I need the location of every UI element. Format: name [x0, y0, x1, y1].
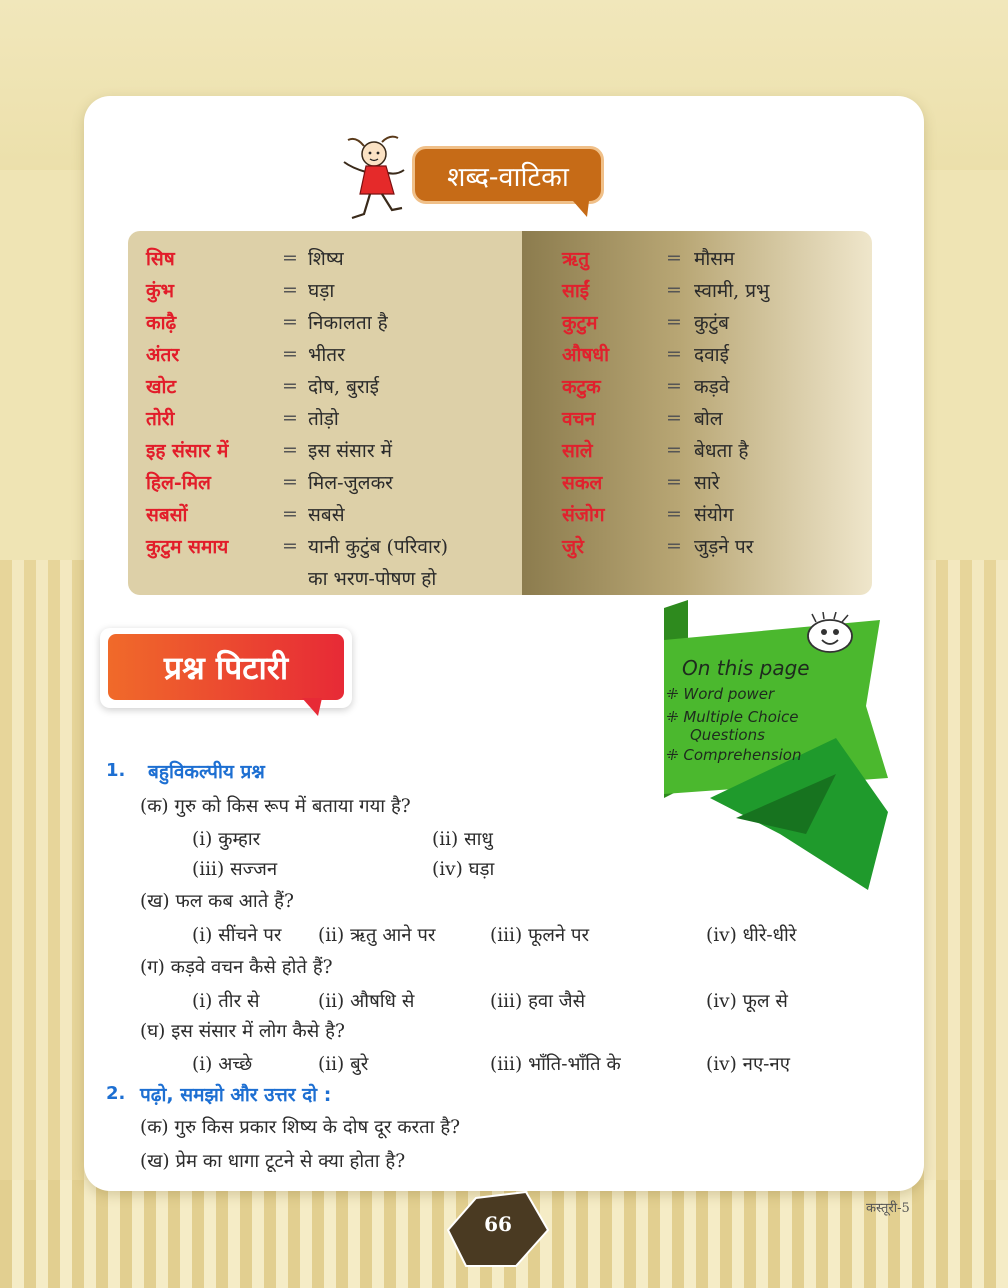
glossary-word: सकल — [562, 472, 603, 494]
question-number: 1. — [106, 760, 126, 781]
glossary-word: जुरे — [562, 536, 584, 558]
glossary-equals: = — [666, 503, 682, 525]
option: (iv) फूल से — [706, 991, 788, 1012]
smiley-face-icon — [798, 612, 860, 658]
glossary-equals: = — [666, 375, 682, 397]
glossary-word: काढ़ै — [146, 312, 177, 334]
option: (i) अच्छे — [192, 1054, 253, 1075]
glossary-word: कुटुम समाय — [146, 536, 229, 558]
glossary-equals: = — [282, 247, 298, 269]
glossary-equals: = — [282, 439, 298, 461]
title-badge — [412, 146, 604, 204]
glossary-equals: = — [666, 279, 682, 301]
glossary-meaning: जुड़ने पर — [694, 536, 754, 558]
page-title: शब्द-वाटिका — [447, 161, 569, 193]
bullet-icon: ⁜ — [666, 708, 679, 726]
glossary-equals: = — [666, 311, 682, 333]
glossary-meaning: दोष, बुराई — [308, 376, 379, 398]
question-heading: पढ़ो, समझो और उत्तर दो : — [140, 1084, 332, 1106]
glossary-meaning: घड़ा — [308, 280, 335, 302]
glossary-continuation — [308, 563, 436, 593]
glossary-word: सबसों — [146, 504, 188, 526]
glossary-meaning: दवाई — [694, 344, 729, 366]
glossary-word: कुंभ — [146, 280, 174, 302]
question-part: (ख) फल कब आते हैं? — [140, 891, 294, 912]
bullet-icon: ⁜ — [666, 746, 679, 764]
glossary-meaning: शिष्य — [308, 248, 344, 270]
glossary-equals: = — [282, 471, 298, 493]
glossary-equals: = — [282, 535, 298, 557]
option: (iv) धीरे-धीरे — [706, 925, 797, 946]
glossary-word: साईं — [562, 280, 590, 302]
option: (iv) नए-नए — [706, 1054, 790, 1075]
bullet-icon: ⁜ — [666, 685, 679, 703]
glossary-meaning: इस संसार में — [308, 440, 392, 462]
glossary-meaning: कुटुंब — [694, 312, 730, 334]
glossary-meaning: बेधता है — [694, 440, 749, 462]
on-this-page-item-continuation: Questions — [690, 726, 765, 744]
option: (iii) हवा जैसे — [490, 991, 586, 1012]
option: (i) सींचने पर — [192, 925, 282, 946]
question-number: 2. — [106, 1083, 126, 1104]
question-part: (घ) इस संसार में लोग कैसे है? — [140, 1021, 345, 1042]
glossary-word: इह संसार में — [146, 440, 229, 462]
option: (i) कुम्हार — [192, 829, 261, 850]
option: (ii) बुरे — [318, 1054, 369, 1075]
on-this-page-title: On this page — [682, 656, 810, 680]
question-part: (क) गुरु किस प्रकार शिष्य के दोष दूर करता है? — [140, 1117, 461, 1138]
option: (ii) ऋतु आने पर — [318, 925, 436, 946]
running-girl-icon — [334, 132, 424, 224]
glossary-word: तोरी — [146, 408, 175, 430]
section-title-tail — [302, 698, 322, 716]
question-part: (ग) कड़वे वचन कैसे होते हैं? — [140, 957, 333, 978]
glossary-equals: = — [282, 407, 298, 429]
glossary-equals: = — [282, 375, 298, 397]
glossary-word: सिष — [146, 248, 175, 270]
glossary-meaning: कड़वे — [694, 376, 730, 398]
glossary-meaning: संयोग — [694, 504, 734, 526]
glossary-word: ऋतु — [562, 248, 590, 270]
glossary-meaning: सारे — [694, 472, 720, 494]
glossary-word: कटुक — [562, 376, 601, 398]
question-part: (क) गुरु को किस रूप में बताया गया है? — [140, 796, 411, 817]
glossary-word: कुटुम — [562, 312, 598, 334]
glossary-meaning: सबसे — [308, 504, 345, 526]
glossary-word: वचन — [562, 408, 596, 430]
glossary-meaning: मिल-जुलकर — [308, 472, 393, 494]
option: (ii) औषधि से — [318, 991, 415, 1012]
glossary-word: हिल-मिल — [146, 472, 211, 494]
option: (i) तीर से — [192, 991, 260, 1012]
glossary-equals: = — [666, 471, 682, 493]
glossary-equals: = — [282, 279, 298, 301]
glossary-meaning: यानी कुटुंब (परिवार) — [308, 536, 449, 558]
glossary-meaning: भीतर — [308, 344, 345, 366]
option: (iv) घड़ा — [432, 859, 495, 880]
glossary-word: अंतर — [146, 344, 180, 366]
glossary-equals: = — [666, 343, 682, 365]
glossary-equals: = — [666, 407, 682, 429]
section-title: प्रश्न पिटारी — [163, 648, 289, 687]
glossary-equals: = — [282, 343, 298, 365]
on-this-page-item: ⁜ Comprehension — [666, 746, 802, 764]
option: (iii) भाँति-भाँति के — [490, 1054, 621, 1075]
question-part: (ख) प्रेम का धागा टूटने से क्या होता है? — [140, 1151, 406, 1172]
glossary-equals: = — [666, 439, 682, 461]
glossary-meaning: निकालता है — [308, 312, 388, 334]
option: (iii) फूलने पर — [490, 925, 590, 946]
glossary-word: साले — [562, 440, 593, 462]
question-heading: बहुविकल्पीय प्रश्न — [148, 761, 265, 783]
glossary-equals: = — [666, 247, 682, 269]
on-this-page-item: ⁜ Multiple Choice — [666, 708, 799, 726]
book-name: कस्तूरी-5 — [866, 1201, 910, 1216]
glossary-meaning: बोल — [694, 408, 723, 430]
glossary-word: खोट — [146, 376, 177, 398]
glossary-equals: = — [282, 503, 298, 525]
on-this-page-item: ⁜ Word power — [666, 685, 775, 703]
glossary-meaning: मौसम — [694, 248, 735, 270]
glossary-equals: = — [666, 535, 682, 557]
glossary-meaning: स्वामी, प्रभु — [694, 280, 770, 302]
glossary-word: संजोग — [562, 504, 605, 526]
page-number: 66 — [484, 1212, 512, 1236]
option: (ii) साधु — [432, 829, 493, 850]
glossary-equals: = — [282, 311, 298, 333]
glossary-meaning: तोड़ो — [308, 408, 339, 430]
glossary-meaning-continuation: का भरण-पोषण हो — [308, 568, 437, 590]
glossary-word: औषधी — [562, 344, 610, 366]
option: (iii) सज्जन — [192, 859, 278, 880]
